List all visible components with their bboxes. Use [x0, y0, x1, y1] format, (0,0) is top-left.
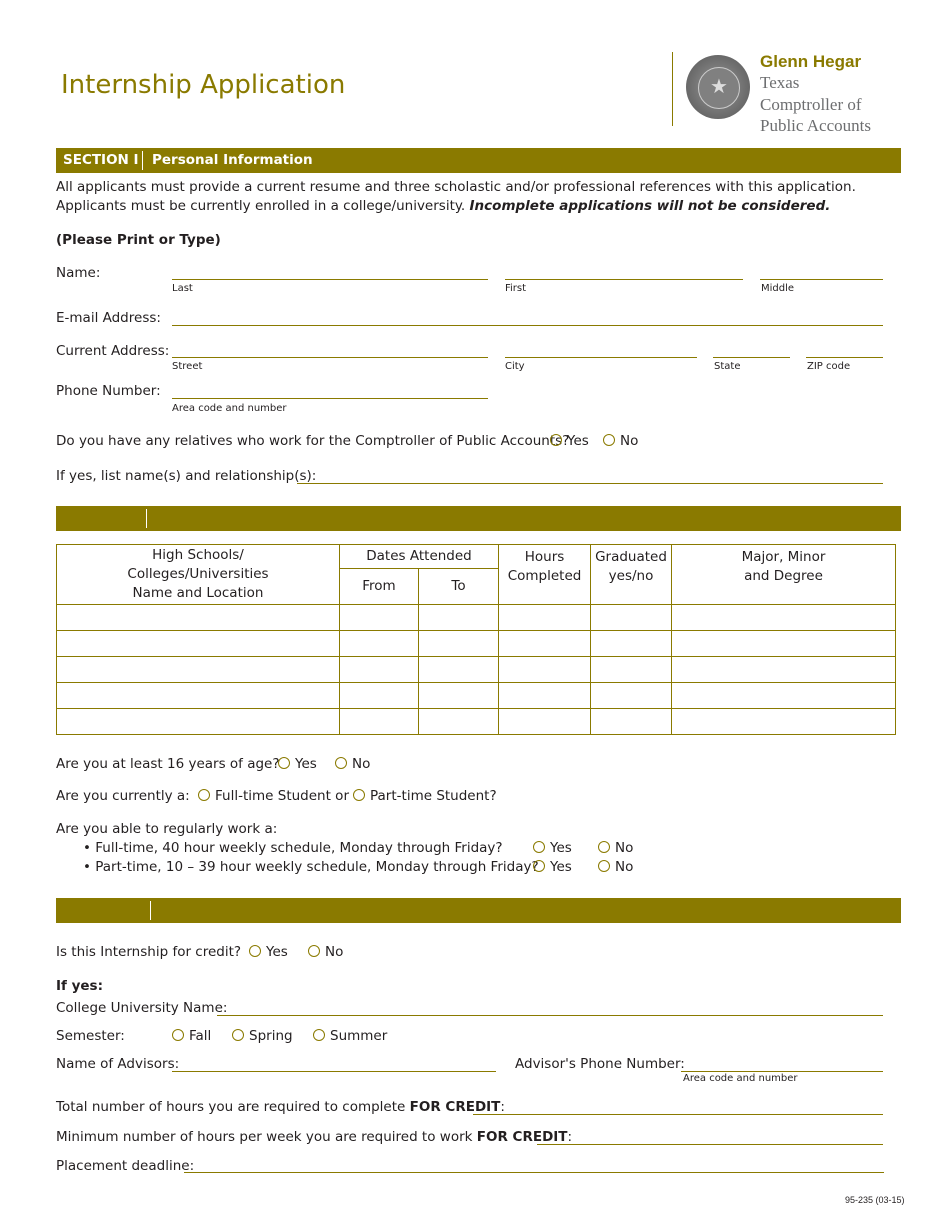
yes-label: Yes	[550, 859, 572, 875]
age-yes[interactable]	[278, 756, 317, 772]
no-label: No	[352, 756, 371, 772]
section-divider	[142, 151, 143, 170]
city-field[interactable]	[505, 357, 697, 358]
form-number: 95-235 (03-15)	[845, 1195, 905, 1205]
if-yes-label: If yes:	[56, 978, 103, 994]
table-row[interactable]	[57, 683, 896, 709]
intro-warning: Incomplete applications will not be considered.	[469, 198, 831, 214]
min-hours-text: Minimum number of hours per week you are required to work	[56, 1129, 473, 1145]
radio-icon[interactable]	[313, 1029, 325, 1041]
college-field[interactable]	[217, 1015, 883, 1016]
work-parttime-label: • Part-time, 10 – 39 hour weekly schedule, Monday through Friday?	[83, 859, 539, 875]
to-header: To	[419, 569, 499, 605]
credit-no[interactable]	[308, 944, 343, 960]
phone-field[interactable]	[172, 398, 488, 399]
zip-field[interactable]	[806, 357, 883, 358]
radio-icon[interactable]	[598, 860, 610, 872]
work-fulltime-yes[interactable]	[533, 840, 572, 856]
dates-attended-header: Dates Attended	[340, 545, 499, 569]
age-question: Are you at least 16 years of age?	[56, 756, 280, 772]
section-divider	[150, 901, 151, 920]
section-3-header	[56, 898, 901, 923]
hours-header: Hours Completed	[499, 545, 591, 605]
fall-label: Fall	[189, 1028, 212, 1044]
no-label: No	[615, 840, 634, 856]
radio-icon[interactable]	[603, 434, 615, 446]
brand-line: Texas	[760, 73, 800, 92]
from-header: From	[340, 569, 419, 605]
schools-header: High Schools/ Colleges/Universities Name and Location	[57, 545, 340, 605]
table-row[interactable]	[57, 605, 896, 631]
for-credit-text: FOR CREDIT	[409, 1099, 501, 1115]
yes-label: Yes	[567, 433, 589, 449]
radio-icon[interactable]	[198, 789, 210, 801]
section-2-header	[56, 506, 901, 531]
semester-spring[interactable]	[232, 1028, 293, 1044]
radio-icon[interactable]	[278, 757, 290, 769]
intro-paragraph	[56, 178, 901, 216]
email-field[interactable]	[172, 325, 883, 326]
intro-text: All applicants must provide a current resume and three scholastic and/or professional references with this application. Applicants must be currently enrolled in a college/university.	[56, 179, 856, 214]
total-hours-field[interactable]	[473, 1114, 883, 1115]
radio-icon[interactable]	[598, 841, 610, 853]
section-label: SECTION I	[63, 152, 139, 168]
credit-yes[interactable]	[249, 944, 288, 960]
work-parttime-yes[interactable]	[533, 859, 572, 875]
college-label: College University Name:	[56, 1000, 228, 1016]
radio-icon[interactable]	[533, 860, 545, 872]
student-question: Are you currently a:	[56, 788, 190, 804]
state-caption: State	[714, 361, 741, 372]
page-title: Internship Application	[61, 70, 346, 100]
for-credit-text: FOR CREDIT	[476, 1129, 568, 1145]
work-parttime-no[interactable]	[598, 859, 633, 875]
first-name-field[interactable]	[505, 279, 743, 280]
radio-icon[interactable]	[533, 841, 545, 853]
yes-label: Yes	[266, 944, 288, 960]
last-caption: Last	[172, 283, 193, 294]
relatives-list-label: If yes, list name(s) and relationship(s):	[56, 468, 317, 484]
radio-icon[interactable]	[172, 1029, 184, 1041]
no-label: No	[620, 433, 639, 449]
education-table	[56, 544, 896, 735]
name-label: Name:	[56, 265, 101, 281]
parttime-student-option[interactable]	[353, 788, 497, 804]
spring-label: Spring	[249, 1028, 293, 1044]
no-label: No	[325, 944, 344, 960]
relatives-question: Do you have any relatives who work for the Comptroller of Public Accounts?	[56, 433, 570, 449]
phone-label: Phone Number:	[56, 383, 161, 399]
work-fulltime-no[interactable]	[598, 840, 633, 856]
yes-label: Yes	[295, 756, 317, 772]
total-hours-text: Total number of hours you are required to complete	[56, 1099, 406, 1115]
min-hours-field[interactable]	[537, 1144, 883, 1145]
first-caption: First	[505, 283, 527, 294]
parttime-student-label: Part-time Student?	[370, 788, 497, 804]
phone-caption: Area code and number	[172, 403, 287, 414]
advisors-field[interactable]	[172, 1071, 496, 1072]
relatives-no[interactable]	[603, 433, 638, 449]
radio-icon[interactable]	[232, 1029, 244, 1041]
summer-label: Summer	[330, 1028, 388, 1044]
fulltime-student-label: Full-time Student or	[215, 788, 349, 804]
semester-label: Semester:	[56, 1028, 125, 1044]
advisors-label: Name of Advisors:	[56, 1056, 180, 1072]
table-row[interactable]	[57, 709, 896, 735]
semester-summer[interactable]	[313, 1028, 387, 1044]
section-1-header	[56, 148, 901, 173]
relatives-list-field[interactable]	[297, 483, 883, 484]
section-divider	[146, 509, 147, 528]
table-row[interactable]	[57, 657, 896, 683]
comptroller-seal-icon: ★	[686, 55, 750, 119]
semester-fall[interactable]	[172, 1028, 211, 1044]
city-caption: City	[505, 361, 525, 372]
email-label: E-mail Address:	[56, 310, 161, 326]
last-name-field[interactable]	[172, 279, 488, 280]
no-label: No	[615, 859, 634, 875]
graduated-header: Graduated yes/no	[591, 545, 672, 605]
radio-icon[interactable]	[353, 789, 365, 801]
advisor-phone-field[interactable]	[681, 1071, 883, 1072]
table-row[interactable]	[57, 631, 896, 657]
radio-icon[interactable]	[308, 945, 320, 957]
fulltime-student-option[interactable]	[198, 788, 349, 804]
radio-icon[interactable]	[249, 945, 261, 957]
work-question: Are you able to regularly work a:	[56, 821, 278, 837]
address-label: Current Address:	[56, 343, 170, 359]
brand-line: Comptroller of	[760, 95, 862, 114]
street-field[interactable]	[172, 357, 488, 358]
radio-icon[interactable]	[335, 757, 347, 769]
relatives-yes[interactable]	[550, 433, 589, 449]
yes-label: Yes	[550, 840, 572, 856]
placement-field[interactable]	[184, 1172, 884, 1173]
placement-label: Placement deadline:	[56, 1158, 195, 1174]
state-field[interactable]	[713, 357, 790, 358]
min-hours-label: Minimum number of hours per week you are required to work FOR CREDIT:	[56, 1129, 573, 1145]
street-caption: Street	[172, 361, 203, 372]
zip-caption: ZIP code	[807, 361, 851, 372]
advisor-phone-caption: Area code and number	[683, 1073, 798, 1084]
brand-name: Glenn Hegar	[760, 52, 862, 71]
major-header: Major, Minor and Degree	[672, 545, 896, 605]
brand-line: Public Accounts	[760, 116, 871, 135]
print-note: (Please Print or Type)	[56, 232, 221, 248]
header-divider	[672, 52, 673, 126]
work-fulltime-label: • Full-time, 40 hour weekly schedule, Monday through Friday?	[83, 840, 503, 856]
age-no[interactable]	[335, 756, 370, 772]
credit-question: Is this Internship for credit?	[56, 944, 242, 960]
middle-caption: Middle	[761, 283, 795, 294]
advisor-phone-label: Advisor's Phone Number:	[515, 1056, 685, 1072]
radio-icon[interactable]	[550, 434, 562, 446]
section-name: Personal Information	[152, 152, 313, 168]
total-hours-label: Total number of hours you are required to complete FOR CREDIT:	[56, 1099, 505, 1115]
middle-name-field[interactable]	[760, 279, 883, 280]
